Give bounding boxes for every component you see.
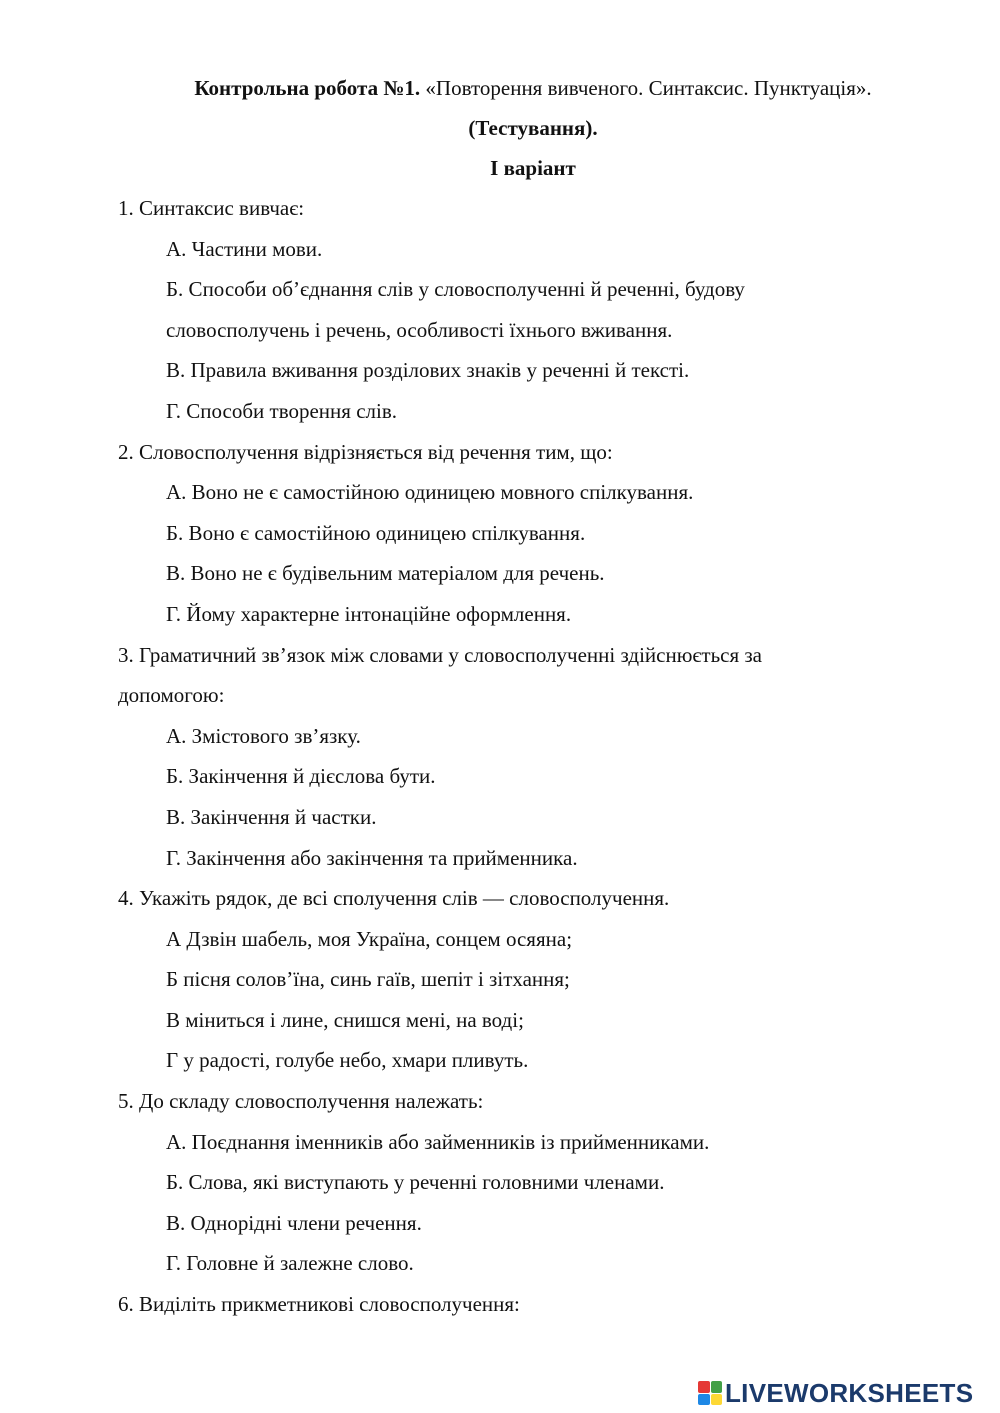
worksheet xyxy=(118,68,948,1325)
logo-mark-icon xyxy=(698,1381,722,1405)
title-topic: «Повторення вивченого. Синтаксис. Пунктуація». xyxy=(420,76,872,100)
title-bold: Контрольна робота №1. xyxy=(194,76,421,100)
answer-option: Г у радості, голубе небо, хмари пливуть. xyxy=(166,1048,529,1073)
answer-option: А. Поєднання іменників або займенників із прийменниками. xyxy=(166,1129,710,1154)
page-title xyxy=(68,68,998,108)
question-text: 5. До складу словосполучення належать: xyxy=(118,1089,484,1114)
question-text: 4. Укажіть рядок, де всі сполучення слів — словосполучення. xyxy=(118,886,670,911)
answer-option: Г. Способи творення слів. xyxy=(166,398,397,423)
answer-option: В. Правила вживання розділових знаків у реченні й тексті. xyxy=(166,358,690,383)
answer-option: А. Частини мови. xyxy=(166,236,323,261)
answer-option: В міниться і лине, снишся мені, на воді; xyxy=(166,1007,524,1032)
variant-heading: I варіант xyxy=(490,156,576,180)
answer-option: В. Однорідні члени речення. xyxy=(166,1210,422,1235)
liveworksheets-logo xyxy=(698,1378,973,1408)
logo-text: LIVEWORKSHEETS xyxy=(725,1377,974,1408)
question-text: 3. Граматичний зв’язок між словами у словосполученні здійснюється за xyxy=(118,642,762,667)
answer-option: А. Воно не є самостійною одиницею мовного спілкування. xyxy=(166,480,694,505)
question-text: 2. Словосполучення відрізняється від речення тим, що: xyxy=(118,439,613,464)
answer-option: Б. Слова, які виступають у реченні головними членами. xyxy=(166,1170,665,1195)
question-text: допомогою: xyxy=(118,683,225,708)
answer-option: Б. Закінчення й дієслова бути. xyxy=(166,764,436,789)
answer-option: Б. Воно є самостійною одиницею спілкування. xyxy=(166,520,586,545)
logo-square xyxy=(698,1381,710,1393)
logo-square xyxy=(711,1394,723,1406)
logo-square xyxy=(711,1381,723,1393)
answer-option: Б пісня солов’їна, синь гаїв, шепіт і зітхання; xyxy=(166,967,570,992)
logo-square xyxy=(698,1394,710,1406)
question-text: 1. Синтаксис вивчає: xyxy=(118,196,305,220)
answer-option: Б. Способи об’єднання слів у словосполученні й реченні, будову xyxy=(166,277,745,302)
question-text: 6. Виділіть прикметникові словосполучення: xyxy=(118,1292,520,1317)
question-list xyxy=(118,188,948,1325)
answer-option: словосполучень і речень, особливості їхнього вживання. xyxy=(166,317,673,342)
answer-option: Г. Йому характерне інтонаційне оформлення. xyxy=(166,601,572,626)
answer-option: А. Змістового зв’язку. xyxy=(166,723,361,748)
answer-option: В. Воно не є будівельним матеріалом для речень. xyxy=(166,561,605,586)
page-subtitle: (Тестування). xyxy=(468,116,598,140)
answer-option: А Дзвін шабель, моя Україна, сонцем осяяна; xyxy=(166,926,573,951)
answer-option: В. Закінчення й частки. xyxy=(166,804,377,829)
answer-option: Г. Головне й залежне слово. xyxy=(166,1251,414,1276)
answer-option: Г. Закінчення або закінчення та прийменника. xyxy=(166,845,578,870)
